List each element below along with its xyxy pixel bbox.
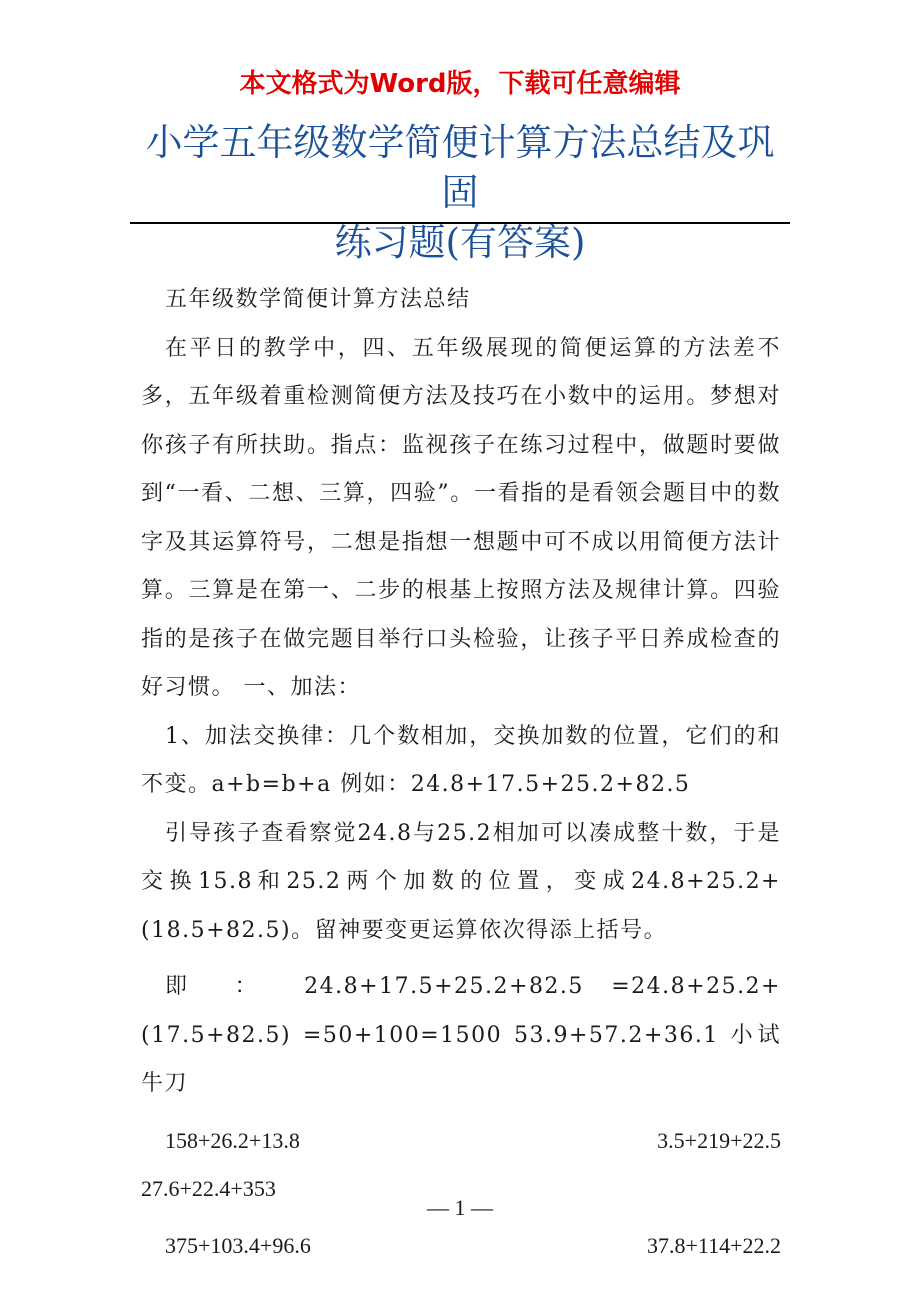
section-heading: 五年级数学简便计算方法总结 (165, 287, 471, 312)
exercise-item: 3.5+219+22.5 (657, 1127, 781, 1153)
intro-paragraph: 在平日的教学中，四、五年级展现的简便运算的方法差不多，五年级着重检测简便方法及技巧在小数中的运用。梦想对你孩子有所扶助。指点：监视孩子在练习过程中，做题时要做到“一看、二想、三算，四验”。一看指的是看领会题目中的数字及其运算符号，二想是指想一想题中可不成以用简便方法计算。三算是在第一、二步的根基上按照方法及规律计算。四验指的是孩子在做完题目举行口头检验，让孩子平日养成检查的好习惯。 一、加法： (141, 335, 781, 700)
spacer (141, 1109, 781, 1117)
spacer (141, 955, 781, 963)
worked-example-paragraph: 即 ： 24.8+17.5+25.2+82.5 =24.8+25.2+(17.5+82.5) =50+100=1500 53.9+57.2+36.1 小试牛刀 (141, 974, 781, 1096)
exercise-item: 37.8+114+22.2 (647, 1232, 781, 1258)
exercise-item: 27.6+22.4+353 (141, 1176, 276, 1201)
exercise-item: 158+26.2+13.8 (165, 1127, 300, 1153)
exercise-row-1 (141, 1117, 781, 1166)
exercise-item: 375+103.4+96.6 (165, 1232, 311, 1258)
commutative-law-paragraph: 1、加法交换律：几个数相加，交换加数的位置，它们的和不变。a+b=b+a 例如：24.8+17.5+25.2+82.5 (141, 723, 781, 797)
exercise-row-3 (141, 1222, 781, 1271)
format-banner: 本文格式为Word版，下载可任意编辑 (239, 69, 681, 99)
title-line-1: 小学五年级数学简便计算方法总结及巩固 (145, 121, 775, 214)
document-title (130, 118, 790, 268)
title-line-2: 练习题(有答案) (334, 221, 586, 264)
guidance-paragraph: 引导孩子查看察觉24.8与25.2相加可以凑成整十数，于是交换15.8和25.2两个加数的位置，变成24.8+25.2+(18.5+82.5)。留神要变更运算依次得添上括号。 (141, 820, 781, 943)
page-number: — 1 — (427, 1195, 493, 1220)
document-body (141, 276, 781, 1270)
title-divider (130, 222, 790, 224)
